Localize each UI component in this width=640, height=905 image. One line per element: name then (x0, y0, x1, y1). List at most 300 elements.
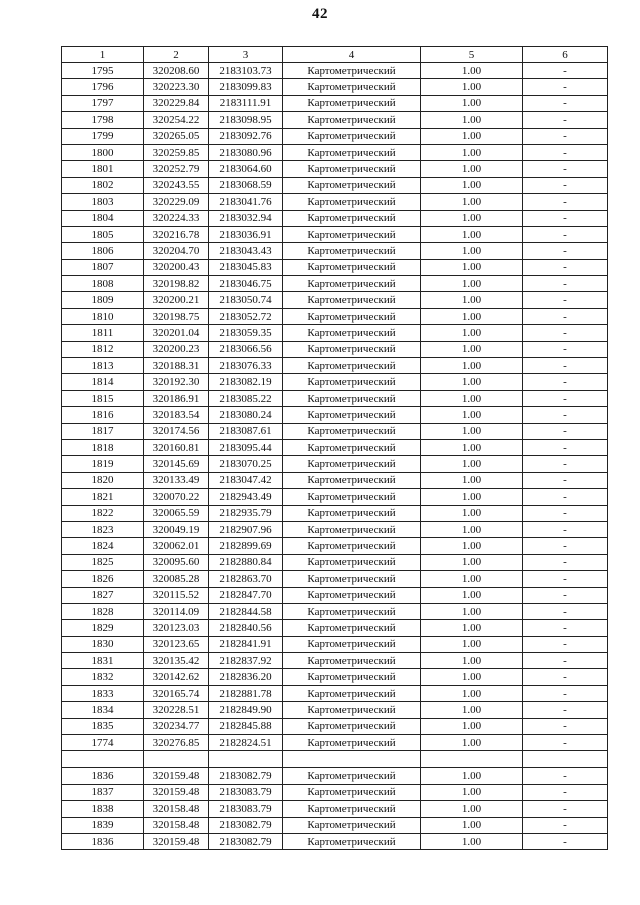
accuracy-cell: 1.00 (421, 79, 523, 95)
x-coordinate-cell: 320165.74 (144, 685, 209, 701)
accuracy-cell: 1.00 (421, 571, 523, 587)
accuracy-cell: 1.00 (421, 817, 523, 833)
x-coordinate-cell: 320200.21 (144, 292, 209, 308)
method-cell: Картометрический (283, 702, 421, 718)
x-coordinate-cell: 320158.48 (144, 801, 209, 817)
x-coordinate-cell: 320216.78 (144, 226, 209, 242)
point-number-cell: 1836 (62, 768, 144, 784)
y-coordinate-cell: 2183043.43 (209, 243, 283, 259)
table-row (62, 505, 608, 521)
method-cell: Картометрический (283, 554, 421, 570)
table-row (62, 833, 608, 849)
y-coordinate-cell: 2183045.83 (209, 259, 283, 275)
note-cell: - (523, 194, 608, 210)
point-number-cell: 1837 (62, 784, 144, 800)
y-coordinate-cell: 2183098.95 (209, 112, 283, 128)
note-cell: - (523, 505, 608, 521)
note-cell: - (523, 735, 608, 751)
y-coordinate-cell: 2183085.22 (209, 390, 283, 406)
y-coordinate-cell: 2183080.96 (209, 144, 283, 160)
x-coordinate-cell: 320265.05 (144, 128, 209, 144)
accuracy-cell: 1.00 (421, 554, 523, 570)
note-cell: - (523, 538, 608, 554)
note-cell: - (523, 669, 608, 685)
note-cell: - (523, 407, 608, 423)
y-coordinate-cell: 2182824.51 (209, 735, 283, 751)
header-cell: 2 (144, 47, 209, 63)
accuracy-cell: 1.00 (421, 702, 523, 718)
header-cell: 3 (209, 47, 283, 63)
method-cell: Картометрический (283, 521, 421, 537)
table-row (62, 161, 608, 177)
point-number-cell: 1815 (62, 390, 144, 406)
point-number-cell: 1811 (62, 325, 144, 341)
table-row (62, 390, 608, 406)
y-coordinate-cell: 2183092.76 (209, 128, 283, 144)
method-cell: Картометрический (283, 210, 421, 226)
accuracy-cell: 1.00 (421, 653, 523, 669)
point-number-cell (62, 751, 144, 768)
accuracy-cell: 1.00 (421, 226, 523, 242)
accuracy-cell: 1.00 (421, 95, 523, 111)
y-coordinate-cell: 2183070.25 (209, 456, 283, 472)
x-coordinate-cell: 320135.42 (144, 653, 209, 669)
note-cell: - (523, 620, 608, 636)
point-number-cell: 1796 (62, 79, 144, 95)
note-cell: - (523, 636, 608, 652)
y-coordinate-cell: 2183076.33 (209, 358, 283, 374)
accuracy-cell: 1.00 (421, 177, 523, 193)
y-coordinate-cell: 2183064.60 (209, 161, 283, 177)
table-row (62, 292, 608, 308)
point-number-cell: 1831 (62, 653, 144, 669)
table-row (62, 177, 608, 193)
method-cell: Картометрический (283, 538, 421, 554)
table-row (62, 95, 608, 111)
x-coordinate-cell: 320142.62 (144, 669, 209, 685)
note-cell: - (523, 210, 608, 226)
method-cell: Картометрический (283, 472, 421, 488)
x-coordinate-cell: 320228.51 (144, 702, 209, 718)
table-row (62, 718, 608, 734)
accuracy-cell: 1.00 (421, 439, 523, 455)
point-number-cell: 1836 (62, 833, 144, 849)
x-coordinate-cell: 320145.69 (144, 456, 209, 472)
table-row (62, 636, 608, 652)
note-cell: - (523, 587, 608, 603)
table-row (62, 784, 608, 800)
note-cell: - (523, 439, 608, 455)
accuracy-cell: 1.00 (421, 538, 523, 554)
y-coordinate-cell (209, 751, 283, 768)
point-number-cell: 1825 (62, 554, 144, 570)
note-cell: - (523, 259, 608, 275)
point-number-cell: 1774 (62, 735, 144, 751)
x-coordinate-cell: 320259.85 (144, 144, 209, 160)
y-coordinate-cell: 2183082.19 (209, 374, 283, 390)
y-coordinate-cell: 2182907.96 (209, 521, 283, 537)
point-number-cell: 1830 (62, 636, 144, 652)
method-cell: Картометрический (283, 801, 421, 817)
table-row-blank (62, 751, 608, 768)
accuracy-cell: 1.00 (421, 243, 523, 259)
y-coordinate-cell: 2182844.58 (209, 603, 283, 619)
y-coordinate-cell: 2183050.74 (209, 292, 283, 308)
method-cell: Картометрический (283, 308, 421, 324)
x-coordinate-cell: 320276.85 (144, 735, 209, 751)
note-cell: - (523, 276, 608, 292)
note-cell: - (523, 554, 608, 570)
y-coordinate-cell: 2182836.20 (209, 669, 283, 685)
method-cell: Картометрический (283, 817, 421, 833)
method-cell: Картометрический (283, 112, 421, 128)
x-coordinate-cell: 320160.81 (144, 439, 209, 455)
table-row (62, 571, 608, 587)
point-number-cell: 1797 (62, 95, 144, 111)
y-coordinate-cell: 2183082.79 (209, 833, 283, 849)
method-cell: Картометрический (283, 374, 421, 390)
y-coordinate-cell: 2182837.92 (209, 653, 283, 669)
coordinates-table (61, 46, 608, 850)
point-number-cell: 1806 (62, 243, 144, 259)
accuracy-cell: 1.00 (421, 636, 523, 652)
x-coordinate-cell: 320200.43 (144, 259, 209, 275)
accuracy-cell: 1.00 (421, 620, 523, 636)
table-row (62, 325, 608, 341)
table-row (62, 276, 608, 292)
point-number-cell: 1839 (62, 817, 144, 833)
x-coordinate-cell: 320254.22 (144, 112, 209, 128)
note-cell: - (523, 571, 608, 587)
method-cell: Картометрический (283, 423, 421, 439)
y-coordinate-cell: 2183099.83 (209, 79, 283, 95)
x-coordinate-cell: 320123.65 (144, 636, 209, 652)
table-body (62, 47, 608, 850)
method-cell: Картометрический (283, 390, 421, 406)
y-coordinate-cell: 2182845.88 (209, 718, 283, 734)
point-number-cell: 1818 (62, 439, 144, 455)
y-coordinate-cell: 2183083.79 (209, 784, 283, 800)
note-cell: - (523, 341, 608, 357)
note-cell: - (523, 79, 608, 95)
accuracy-cell: 1.00 (421, 472, 523, 488)
point-number-cell: 1812 (62, 341, 144, 357)
y-coordinate-cell: 2182935.79 (209, 505, 283, 521)
method-cell: Картометрический (283, 144, 421, 160)
table-row (62, 144, 608, 160)
y-coordinate-cell: 2183080.24 (209, 407, 283, 423)
point-number-cell: 1833 (62, 685, 144, 701)
note-cell: - (523, 653, 608, 669)
y-coordinate-cell: 2183059.35 (209, 325, 283, 341)
x-coordinate-cell: 320186.91 (144, 390, 209, 406)
method-cell: Картометрический (283, 194, 421, 210)
y-coordinate-cell: 2182899.69 (209, 538, 283, 554)
y-coordinate-cell: 2183052.72 (209, 308, 283, 324)
point-number-cell: 1835 (62, 718, 144, 734)
point-number-cell: 1795 (62, 63, 144, 79)
table-row (62, 768, 608, 784)
note-cell: - (523, 472, 608, 488)
y-coordinate-cell: 2183032.94 (209, 210, 283, 226)
accuracy-cell: 1.00 (421, 292, 523, 308)
accuracy-cell: 1.00 (421, 669, 523, 685)
table-row (62, 472, 608, 488)
table-header-row (62, 47, 608, 63)
table-row (62, 226, 608, 242)
accuracy-cell: 1.00 (421, 194, 523, 210)
x-coordinate-cell: 320114.09 (144, 603, 209, 619)
accuracy-cell: 1.00 (421, 718, 523, 734)
x-coordinate-cell: 320085.28 (144, 571, 209, 587)
method-cell (283, 751, 421, 768)
table-row (62, 653, 608, 669)
table-row (62, 620, 608, 636)
note-cell: - (523, 161, 608, 177)
x-coordinate-cell: 320198.82 (144, 276, 209, 292)
note-cell: - (523, 243, 608, 259)
note-cell: - (523, 308, 608, 324)
method-cell: Картометрический (283, 685, 421, 701)
accuracy-cell: 1.00 (421, 587, 523, 603)
point-number-cell: 1829 (62, 620, 144, 636)
point-number-cell: 1814 (62, 374, 144, 390)
table-row (62, 587, 608, 603)
method-cell: Картометрический (283, 587, 421, 603)
table-row (62, 735, 608, 751)
table-row (62, 128, 608, 144)
method-cell: Картометрический (283, 177, 421, 193)
y-coordinate-cell: 2182881.78 (209, 685, 283, 701)
page-number: 42 (312, 6, 328, 22)
x-coordinate-cell (144, 751, 209, 768)
x-coordinate-cell: 320198.75 (144, 308, 209, 324)
accuracy-cell: 1.00 (421, 390, 523, 406)
table-row (62, 63, 608, 79)
table-row (62, 817, 608, 833)
method-cell: Картометрический (283, 489, 421, 505)
point-number-cell: 1820 (62, 472, 144, 488)
note-cell: - (523, 456, 608, 472)
note-cell: - (523, 833, 608, 849)
y-coordinate-cell: 2182840.56 (209, 620, 283, 636)
table-row (62, 669, 608, 685)
point-number-cell: 1832 (62, 669, 144, 685)
note-cell: - (523, 489, 608, 505)
table-row (62, 521, 608, 537)
x-coordinate-cell: 320174.56 (144, 423, 209, 439)
point-number-cell: 1803 (62, 194, 144, 210)
method-cell: Картометрический (283, 341, 421, 357)
table-row (62, 554, 608, 570)
note-cell: - (523, 768, 608, 784)
accuracy-cell: 1.00 (421, 801, 523, 817)
method-cell: Картометрический (283, 439, 421, 455)
x-coordinate-cell: 320133.49 (144, 472, 209, 488)
point-number-cell: 1826 (62, 571, 144, 587)
point-number-cell: 1802 (62, 177, 144, 193)
method-cell: Картометрический (283, 276, 421, 292)
note-cell: - (523, 718, 608, 734)
y-coordinate-cell: 2182841.91 (209, 636, 283, 652)
accuracy-cell: 1.00 (421, 144, 523, 160)
note-cell: - (523, 177, 608, 193)
y-coordinate-cell: 2183036.91 (209, 226, 283, 242)
method-cell: Картометрический (283, 358, 421, 374)
point-number-cell: 1807 (62, 259, 144, 275)
accuracy-cell: 1.00 (421, 325, 523, 341)
method-cell: Картометрический (283, 63, 421, 79)
point-number-cell: 1827 (62, 587, 144, 603)
point-number-cell: 1799 (62, 128, 144, 144)
x-coordinate-cell: 320229.09 (144, 194, 209, 210)
accuracy-cell: 1.00 (421, 685, 523, 701)
method-cell: Картометрический (283, 226, 421, 242)
accuracy-cell: 1.00 (421, 128, 523, 144)
note-cell: - (523, 128, 608, 144)
note-cell: - (523, 521, 608, 537)
x-coordinate-cell: 320062.01 (144, 538, 209, 554)
note-cell: - (523, 702, 608, 718)
y-coordinate-cell: 2183041.76 (209, 194, 283, 210)
accuracy-cell: 1.00 (421, 603, 523, 619)
table-row (62, 407, 608, 423)
table-row (62, 538, 608, 554)
accuracy-cell: 1.00 (421, 308, 523, 324)
x-coordinate-cell: 320224.33 (144, 210, 209, 226)
table-row (62, 456, 608, 472)
method-cell: Картометрический (283, 456, 421, 472)
method-cell: Картометрический (283, 571, 421, 587)
y-coordinate-cell: 2183066.56 (209, 341, 283, 357)
y-coordinate-cell: 2183082.79 (209, 768, 283, 784)
note-cell: - (523, 144, 608, 160)
note-cell: - (523, 801, 608, 817)
table-row (62, 79, 608, 95)
x-coordinate-cell: 320229.84 (144, 95, 209, 111)
note-cell: - (523, 817, 608, 833)
table-row (62, 801, 608, 817)
header-cell: 1 (62, 47, 144, 63)
note-cell: - (523, 63, 608, 79)
note-cell: - (523, 685, 608, 701)
method-cell: Картометрический (283, 603, 421, 619)
y-coordinate-cell: 2183046.75 (209, 276, 283, 292)
note-cell: - (523, 112, 608, 128)
table-row (62, 308, 608, 324)
x-coordinate-cell: 320192.30 (144, 374, 209, 390)
x-coordinate-cell: 320158.48 (144, 817, 209, 833)
method-cell: Картометрический (283, 735, 421, 751)
accuracy-cell: 1.00 (421, 259, 523, 275)
accuracy-cell: 1.00 (421, 63, 523, 79)
table-row (62, 259, 608, 275)
accuracy-cell: 1.00 (421, 112, 523, 128)
accuracy-cell: 1.00 (421, 735, 523, 751)
y-coordinate-cell: 2183095.44 (209, 439, 283, 455)
point-number-cell: 1813 (62, 358, 144, 374)
y-coordinate-cell: 2182880.84 (209, 554, 283, 570)
method-cell: Картометрический (283, 407, 421, 423)
x-coordinate-cell: 320188.31 (144, 358, 209, 374)
x-coordinate-cell: 320159.48 (144, 768, 209, 784)
y-coordinate-cell: 2183082.79 (209, 817, 283, 833)
table-row (62, 702, 608, 718)
table-row (62, 423, 608, 439)
x-coordinate-cell: 320208.60 (144, 63, 209, 79)
header-cell: 4 (283, 47, 421, 63)
x-coordinate-cell: 320252.79 (144, 161, 209, 177)
x-coordinate-cell: 320234.77 (144, 718, 209, 734)
note-cell: - (523, 603, 608, 619)
point-number-cell: 1805 (62, 226, 144, 242)
accuracy-cell: 1.00 (421, 505, 523, 521)
note-cell: - (523, 374, 608, 390)
accuracy-cell: 1.00 (421, 276, 523, 292)
accuracy-cell: 1.00 (421, 521, 523, 537)
x-coordinate-cell: 320070.22 (144, 489, 209, 505)
y-coordinate-cell: 2183111.91 (209, 95, 283, 111)
method-cell: Картометрический (283, 95, 421, 111)
accuracy-cell: 1.00 (421, 423, 523, 439)
y-coordinate-cell: 2182849.90 (209, 702, 283, 718)
table-row (62, 112, 608, 128)
x-coordinate-cell: 320095.60 (144, 554, 209, 570)
x-coordinate-cell: 320065.59 (144, 505, 209, 521)
method-cell: Картометрический (283, 161, 421, 177)
point-number-cell: 1834 (62, 702, 144, 718)
method-cell: Картометрический (283, 79, 421, 95)
x-coordinate-cell: 320159.48 (144, 784, 209, 800)
method-cell: Картометрический (283, 636, 421, 652)
y-coordinate-cell: 2183083.79 (209, 801, 283, 817)
y-coordinate-cell: 2183068.59 (209, 177, 283, 193)
method-cell: Картометрический (283, 784, 421, 800)
method-cell: Картометрический (283, 292, 421, 308)
header-cell: 5 (421, 47, 523, 63)
table-row (62, 603, 608, 619)
method-cell: Картометрический (283, 128, 421, 144)
table-row (62, 341, 608, 357)
y-coordinate-cell: 2183047.42 (209, 472, 283, 488)
table-row (62, 194, 608, 210)
point-number-cell: 1823 (62, 521, 144, 537)
method-cell: Картометрический (283, 718, 421, 734)
note-cell: - (523, 390, 608, 406)
table-row (62, 685, 608, 701)
accuracy-cell: 1.00 (421, 456, 523, 472)
table-row (62, 374, 608, 390)
point-number-cell: 1810 (62, 308, 144, 324)
x-coordinate-cell: 320115.52 (144, 587, 209, 603)
accuracy-cell: 1.00 (421, 374, 523, 390)
x-coordinate-cell: 320159.48 (144, 833, 209, 849)
table-row (62, 358, 608, 374)
y-coordinate-cell: 2182847.70 (209, 587, 283, 603)
point-number-cell: 1804 (62, 210, 144, 226)
method-cell: Картометрический (283, 653, 421, 669)
method-cell: Картометрический (283, 325, 421, 341)
y-coordinate-cell: 2183103.73 (209, 63, 283, 79)
accuracy-cell: 1.00 (421, 407, 523, 423)
point-number-cell: 1822 (62, 505, 144, 521)
accuracy-cell: 1.00 (421, 210, 523, 226)
accuracy-cell: 1.00 (421, 833, 523, 849)
table-row (62, 243, 608, 259)
method-cell: Картометрический (283, 259, 421, 275)
method-cell: Картометрический (283, 768, 421, 784)
point-number-cell: 1824 (62, 538, 144, 554)
